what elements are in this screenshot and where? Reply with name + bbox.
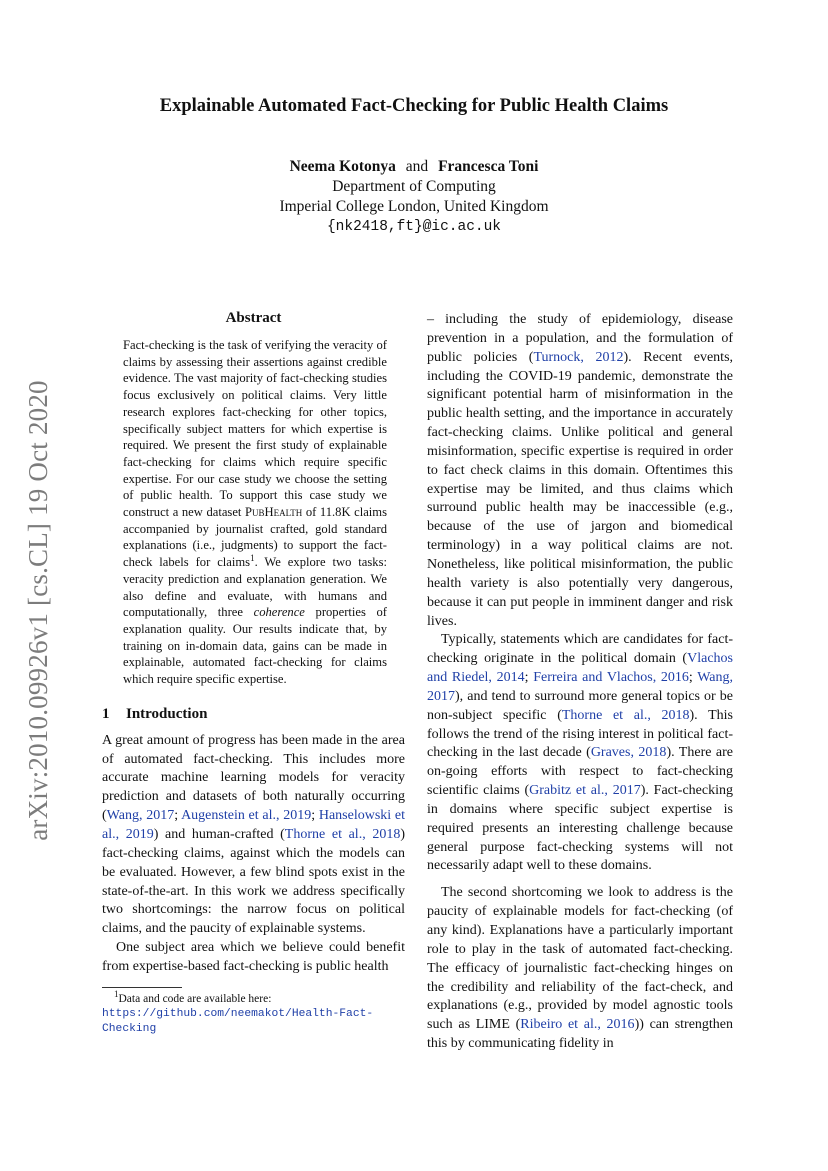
- citation-link[interactable]: Wang, 2017: [427, 670, 734, 704]
- right-paragraph-3: [427, 884, 733, 1054]
- citation-link[interactable]: Augenstein et al., 2019: [181, 808, 312, 824]
- citation-link[interactable]: Hanselowski et al., 2019: [102, 808, 405, 842]
- text-run: )) can strengthen this by communicating fidelity in: [427, 1017, 734, 1052]
- footnote-divider: [102, 987, 182, 988]
- citation-link[interactable]: Ribeiro et al., 2016: [520, 1017, 635, 1033]
- citation-link[interactable]: Graves, 2018: [590, 745, 667, 761]
- section-heading-introduction: [102, 706, 405, 723]
- text-run: – including the study of epidemiology, disease prevention in a population, and the formulation of public policies (: [427, 312, 733, 365]
- citation-link[interactable]: Thorne et al., 2018: [284, 826, 401, 842]
- footnote-marker[interactable]: 1: [250, 552, 255, 563]
- citation-link[interactable]: Wang, 2017: [106, 808, 175, 824]
- abstract-text-part: properties of explanation quality. Our results indicate that, by training on in-domain data, gains can be made in explainable, automated fact-checking for claims which require specific expertise.: [123, 605, 387, 687]
- intro-paragraph-1: [102, 732, 405, 939]
- citation-link[interactable]: Turnock, 2012: [533, 349, 624, 365]
- text-run: ) fact-checking claims, against which the models can be evaluated. However, a few blind spots exist in the state-of-the-art. In this work we address specifically two shortcomings: the narrow focus on political claims, and the paucity of explainable systems.: [102, 826, 405, 937]
- footnote-text: Data and code are available here:: [118, 992, 272, 1005]
- citation-link[interactable]: Thorne et al., 2018: [561, 707, 690, 723]
- section-title: Introduction: [126, 705, 208, 722]
- footnote-number: 1: [114, 988, 119, 999]
- text-run: ;: [688, 670, 698, 686]
- text-run: ;: [524, 670, 534, 686]
- author-email: {nk2418,ft}@ic.ac.uk: [326, 219, 502, 235]
- text-run: ;: [311, 808, 319, 824]
- right-paragraph-2: [427, 631, 733, 876]
- intro-paragraph-2: One subject area which we believe could benefit from expertise-based fact-checking is public health: [102, 940, 405, 974]
- right-paragraph-1: [427, 311, 733, 631]
- section-number: 1: [102, 705, 110, 722]
- text-run: The second shortcoming we look to address is the paucity of explainable models for fact-checking (of any kind). Explanations have a particularly important role to play in the task of automated fact-checking. The efficacy of journalistic fact-checking hinges on the credibility and reliability of the fact-check, and explanations (e.g., provided by model agnostic tools such as LIME (: [427, 885, 733, 1033]
- citation-link[interactable]: Ferreira and Vlachos, 2016: [533, 670, 689, 686]
- abstract-body: [123, 337, 387, 688]
- author-and: and: [405, 158, 429, 175]
- coherence-term: coherence: [253, 605, 305, 620]
- citation-link[interactable]: Grabitz et al., 2017: [529, 783, 641, 799]
- text-run: A great amount of progress has been made in the area of automated fact-checking. This includes more accurate machine learning models for veracity prediction and datasets of both naturally occurring (: [102, 732, 405, 824]
- author-2: Francesca Toni: [438, 158, 539, 175]
- author-1: Neema Kotonya: [289, 158, 396, 175]
- institution: Imperial College London, United Kingdom: [279, 198, 549, 215]
- text-run: ;: [174, 808, 182, 824]
- footnote: [102, 988, 405, 1036]
- citation-link[interactable]: Vlachos and Riedel, 2014: [427, 651, 733, 686]
- text-run: ) and human-crafted (: [153, 826, 285, 842]
- author-block: [0, 157, 828, 237]
- github-link[interactable]: https://github.com/neemakot/Health-Fact-Checking: [102, 1007, 374, 1035]
- text-run: ). Fact-checking in domains where specific subject expertise is required presents an interesting challenge because general purpose fact-checking systems will not necessarily adapt well to these domains.: [427, 783, 733, 874]
- left-column: [102, 310, 405, 1036]
- text-run: ). This follows the trend of the rising interest in political fact-checking in the last decade (: [427, 707, 733, 761]
- abstract-text-part: of 11.8K claims accompanied by journalist crafted, gold standard explanations (i.e., judgments) to support the fact-check labels for claims: [123, 505, 388, 570]
- dataset-name: PubHealth: [244, 505, 303, 520]
- author-names: [0, 157, 828, 177]
- paper-title: Explainable Automated Fact-Checking for Public Health Claims: [159, 96, 669, 116]
- arxiv-identifier: arXiv:2010.09926v1 [cs.CL] 19 Oct 2020: [22, 379, 53, 841]
- abstract-heading: Abstract: [225, 310, 282, 326]
- text-run: ), and tend to surround more general topics or be non-subject specific (: [427, 688, 733, 723]
- right-column: [427, 311, 733, 1054]
- text-run: ). Recent events, including the COVID-19 pandemic, demonstrate the significant potential harm of misinformation in the public health setting, and the importance in accurately fact-checking claims. Unlike political and general misinformation, specific expertise is required in order to fact check claims in this domain. Oftentimes this expertise may be limited, and thus claims which surround public health may be inaccessible (e.g., because of the use of jargon and biomedical terminology) in a way political claims are not. Nonetheless, like political misinformation, the public health variety is also potentially very dangerous, because it can put people in imminent danger and risk lives.: [427, 349, 734, 629]
- abstract-text-part: Fact-checking is the task of verifying the veracity of claims by assessing their assertions against credible evidence. The vast majority of fact-checking studies focus exclusively on political claims. Very little research explores fact-checking for other topics, specifically subject matters for which expertise is required. We present the first study of explainable fact-checking for claims which require specific expertise. For our case study we choose the setting of public health. To support this case study we construct a new dataset: [123, 338, 387, 520]
- text-run: ). There are on-going efforts with respect to fact-checking scientific claims (: [427, 745, 734, 799]
- department: Department of Computing: [332, 178, 496, 195]
- arxiv-side-stamp: [14, 360, 62, 860]
- abstract-text-part: . We explore two tasks: veracity prediction and explanation generation. We also define and evaluate, with humans and computationally, three: [123, 555, 387, 620]
- text-run: Typically, statements which are candidates for fact-checking originate in the political domain (: [427, 632, 733, 667]
